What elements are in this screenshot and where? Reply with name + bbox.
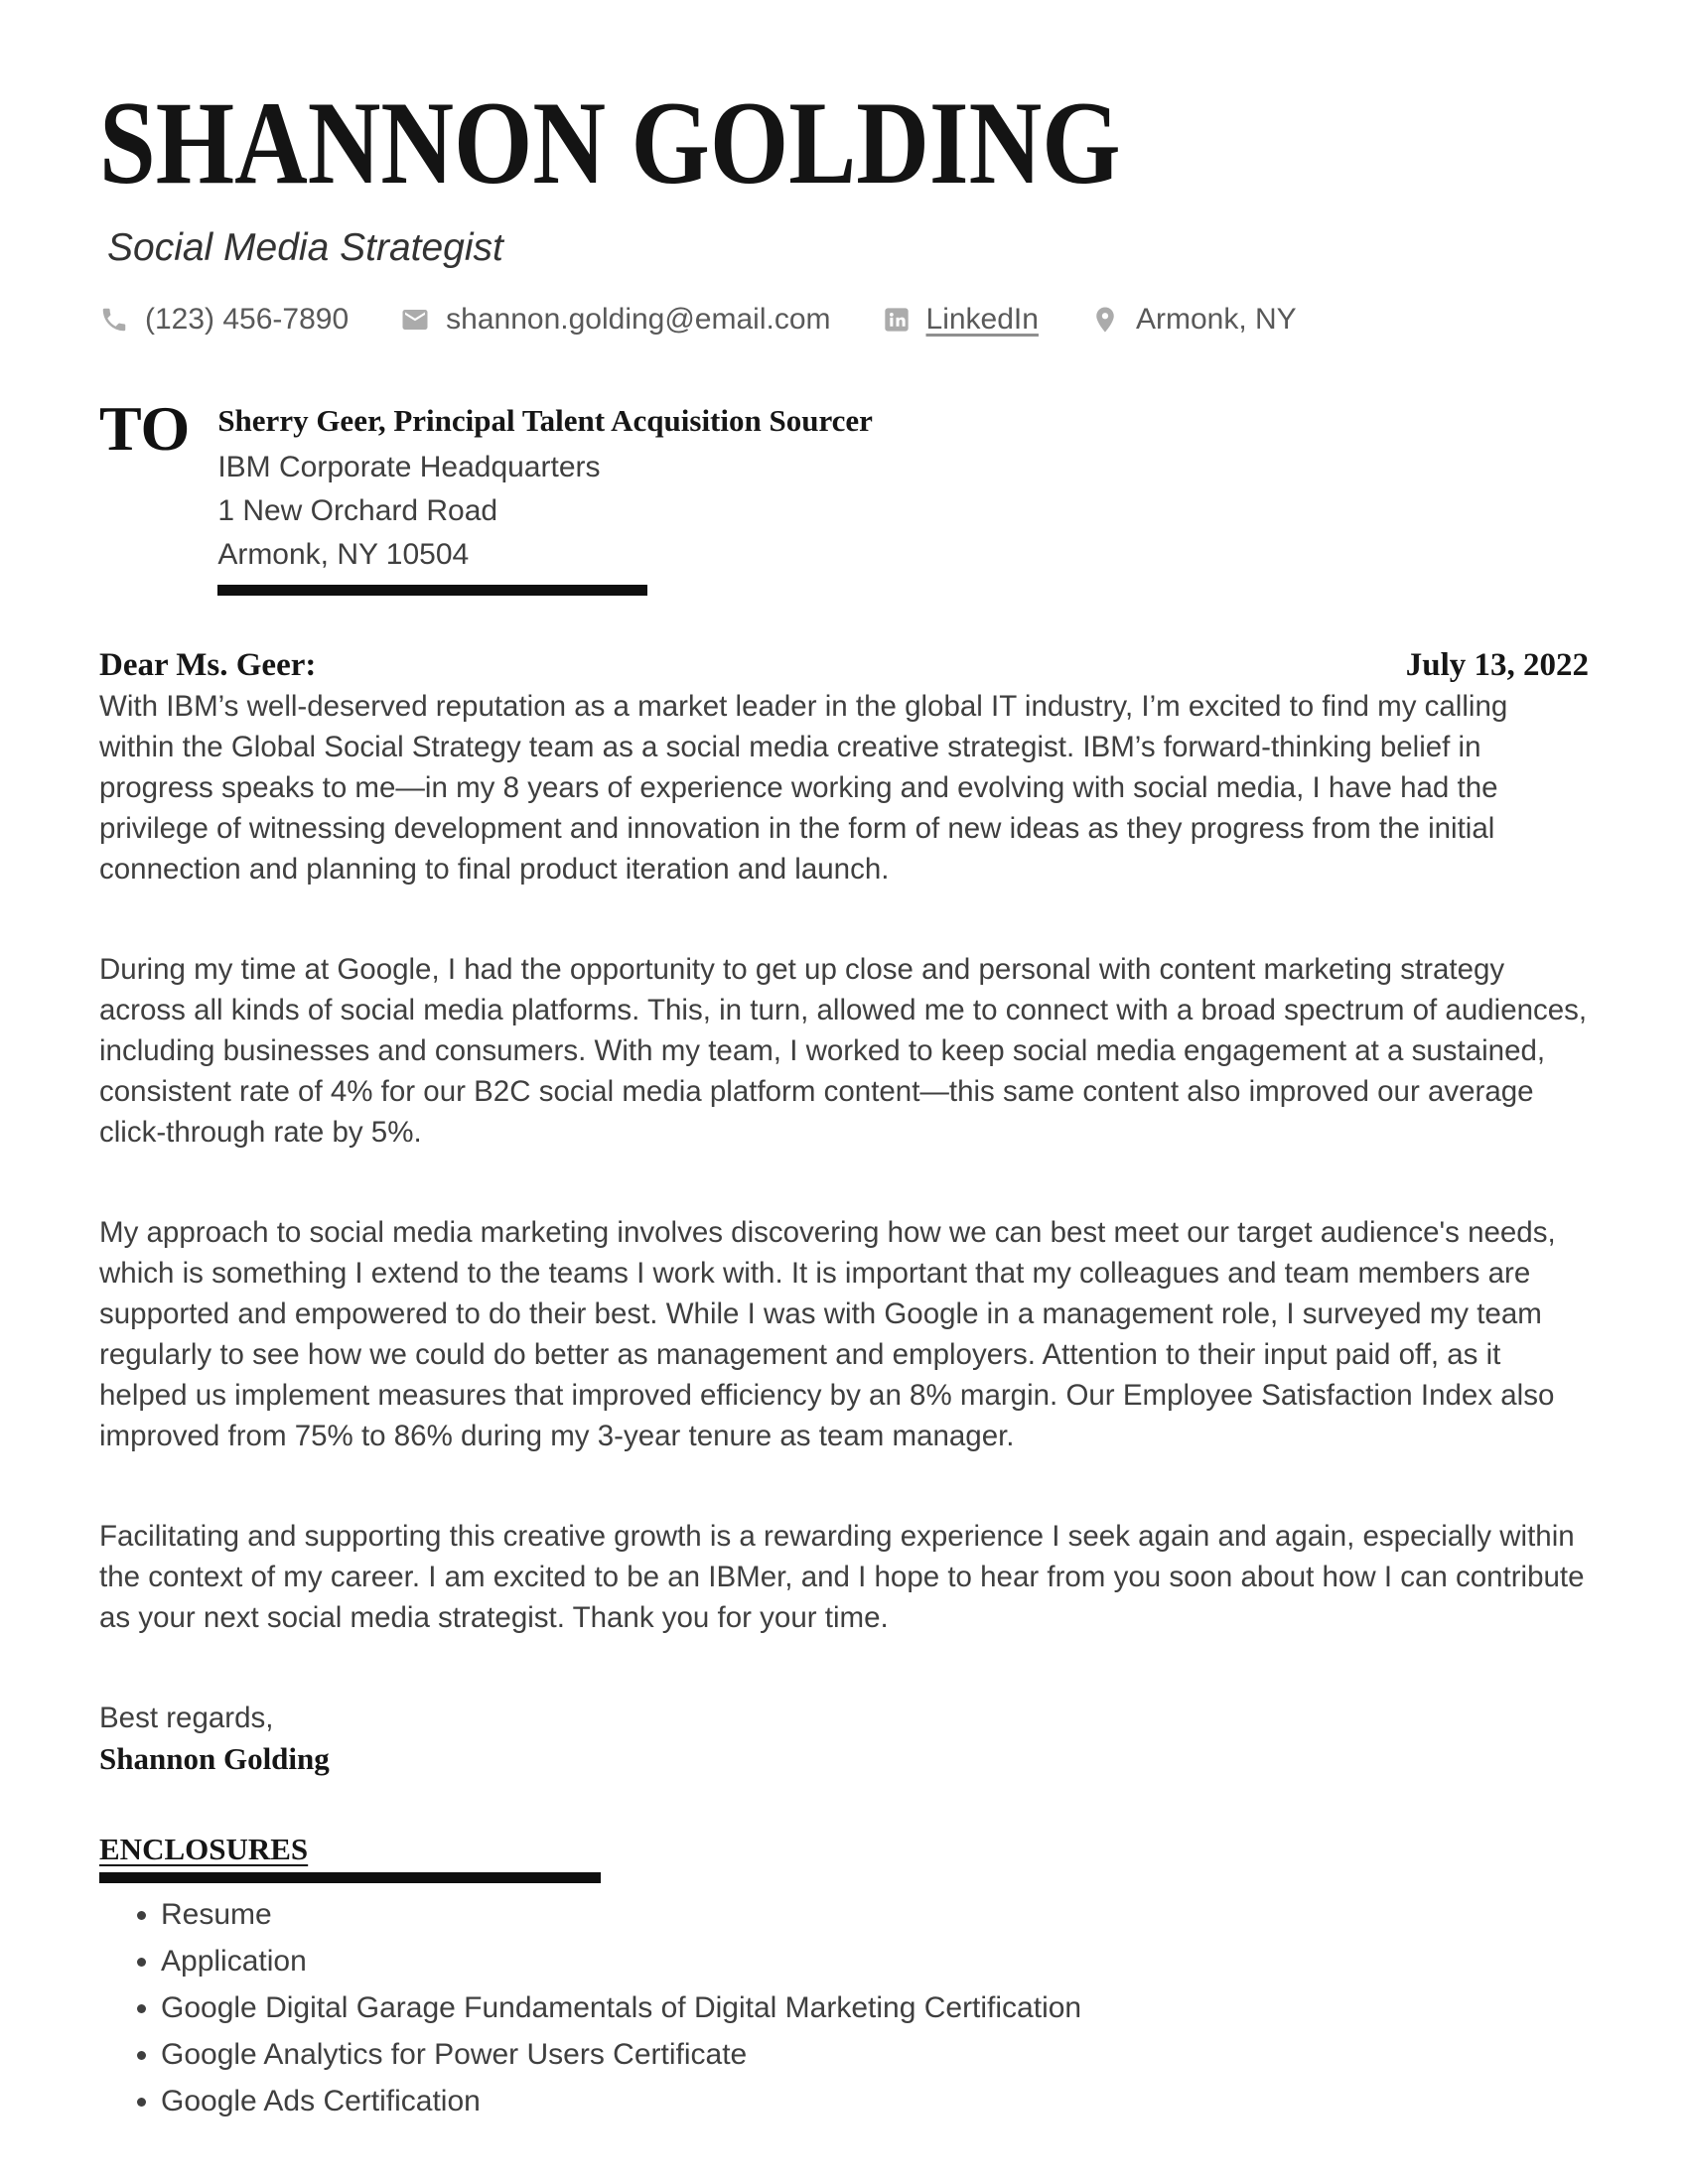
job-title: Social Media Strategist <box>107 226 503 269</box>
recipient-name: Sherry Geer, Principal Talent Acquisition Sourcer <box>217 402 873 438</box>
enclosures-divider-rule <box>99 1872 601 1883</box>
phone-number: (123) 456-7890 <box>145 302 350 336</box>
closing-line: Best regards, <box>99 1702 274 1735</box>
letter-header <box>99 76 1589 337</box>
paragraph-2: During my time at Google, I had the opportunity to get up close and personal with content marketing strategy across all kinds of social media platforms. This, in turn, allowed me to connect with a broad spectrum of audiences, including businesses and consumers. With my team, I worked to keep social media engagement at a sustained, consistent rate of 4% for our B2C social media platform content—this same content also improved our average click-through rate by 5%. <box>99 953 1588 1150</box>
signature-name: Shannon Golding <box>99 1741 330 1777</box>
recipient-block <box>99 392 1589 597</box>
contact-row <box>99 303 1589 337</box>
contact-email <box>400 303 830 337</box>
contact-linkedin <box>883 303 1039 337</box>
list-item: • Resume <box>161 1895 1589 1935</box>
letter-date: July 13, 2022 <box>1405 647 1589 684</box>
contact-location <box>1090 303 1297 337</box>
linkedin-icon <box>883 306 911 334</box>
letter-body <box>99 645 1589 1779</box>
recipient-details <box>217 402 873 597</box>
page-title: SHANNON GOLDING <box>99 76 1121 208</box>
linkedin-link[interactable]: LinkedIn <box>925 302 1039 336</box>
location-pin-icon <box>1090 305 1120 335</box>
list-item: • Application <box>161 1942 1589 1981</box>
salutation: Dear Ms. Geer: <box>99 647 317 684</box>
enclosures-list <box>99 1895 1589 2121</box>
enclosures-section <box>99 1831 1589 2120</box>
email-address: shannon.golding@email.com <box>446 302 831 336</box>
recipient-city: Armonk, NY 10504 <box>217 538 470 572</box>
to-label: TO <box>99 392 191 464</box>
list-item: • Google Analytics for Power Users Certificate <box>161 2035 1589 2075</box>
paragraph-1: With IBM’s well-deserved reputation as a market leader in the global IT industry, I’m excited to find my calling within the Global Social Strategy team as a social media creative strategist. IBM’s forward-thinking belief in progress speaks to me—in my 8 years of experience working and evolving with social media, I have had the privilege of witnessing development and innovation in the form of new ideas as they progress from the initial connection and planning to final product iteration and launch. <box>99 690 1508 887</box>
list-item: • Google Ads Certification <box>161 2082 1589 2121</box>
recipient-company: IBM Corporate Headquarters <box>217 451 601 484</box>
location-text: Armonk, NY <box>1135 302 1297 336</box>
enclosures-heading: ENCLOSURES <box>99 1832 309 1867</box>
contact-phone <box>99 303 349 337</box>
list-item: • Google Digital Garage Fundamentals of Digital Marketing Certification <box>161 1988 1589 2028</box>
recipient-street: 1 New Orchard Road <box>217 494 498 528</box>
paragraph-4: Facilitating and supporting this creative growth is a rewarding experience I seek again and again, especially within the context of my career. I am excited to be an IBMer, and I hope to hear from you soon about how I can contribute as your next social media strategist. Thank you for your time. <box>99 1520 1585 1635</box>
salutation-row <box>99 645 1589 686</box>
recipient-divider-rule <box>217 585 647 596</box>
email-icon <box>400 305 430 335</box>
phone-icon <box>99 305 129 335</box>
paragraph-3: My approach to social media marketing involves discovering how we can best meet our target audience's needs, which is something I extend to the teams I work with. It is important that my colleagues and team members are supported and empowered to do their best. While I was with Google in a management role, I surveyed my team regularly to see how we could do better as management and employers. Attention to their input paid off, as it helped us implement measures that improved efficiency by an 8% margin. Our Employee Satisfaction Index also improved from 75% to 86% during my 3-year tenure as team manager. <box>99 1216 1556 1453</box>
